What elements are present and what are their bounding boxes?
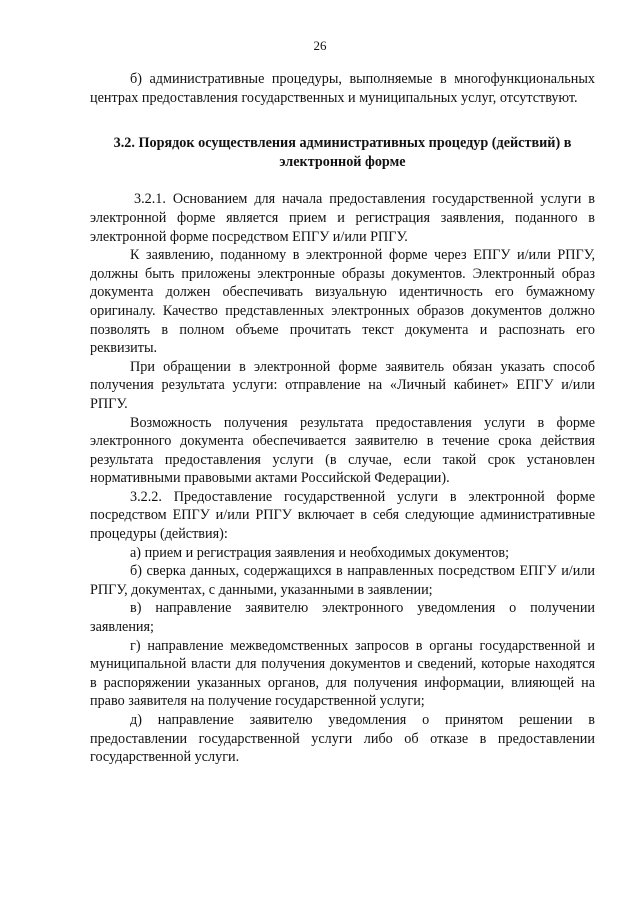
list-item-d: д) направление заявителю уведомления о принятом решении в предоставлении государственной услуги либо об отказе в предоставлении государственной услуги.	[90, 712, 595, 766]
list-item-v: в) направление заявителю электронного уведомления о получении заявления;	[90, 600, 595, 636]
section-heading: 3.2. Порядок осуществления административных процедур (действий) в электронной форме	[113, 135, 572, 170]
paragraph-result-method: При обращении в электронной форме заявитель обязан указать способ получения результата услуги: отправление на «Личный кабинет» ЕПГУ и/или РПГУ.	[90, 358, 595, 412]
document-body	[90, 70, 595, 767]
paragraph-mfc-procedures: б) административные процедуры, выполняемые в многофункциональных центрах предоставления государственных и муниципальных услуг, отсутствуют.	[90, 71, 595, 106]
paragraph-electronic-images: К заявлению, поданному в электронной форме через ЕПГУ и/или РПГУ, должны быть приложены электронные образы документов. Электронный образ документа должен обеспечивать визуальную идентичность его бумажному оригиналу. Качество представленных электронных образов документов должно позволять в полном объеме прочитать текст документа и распознать его реквизиты.	[90, 247, 595, 357]
list-item-a: а) прием и регистрация заявления и необходимых документов;	[130, 544, 510, 561]
page-number: 26	[313, 38, 327, 53]
paragraph-3-2-2: 3.2.2. Предоставление государственной услуги в электронной форме посредством ЕПГУ и/или РПГУ включает в себя следующие административные процедуры (действия):	[90, 488, 595, 543]
paragraph-result-availability: Возможность получения результата предоставления услуги в форме электронного документа обеспечивается заявителю в течение срока действия результата предоставления услуги (в случае, если такой срок установлен нормативными правовыми актами Российской Федерации).	[90, 414, 595, 487]
list-item-g: г) направление межведомственных запросов в органы государственной и муниципальной власти для получения документов и сведений, которые находятся в распоряжении указанных органов, для получения информации, влияющей на право заявителя на получение государственной услуги;	[90, 637, 595, 710]
list-item-b: б) сверка данных, содержащихся в направленных посредством ЕПГУ и/или РПГУ, документах, с данными, указанными в заявлении;	[90, 563, 595, 598]
paragraph-3-2-1: 3.2.1. Основанием для начала предоставления государственной услуги в электронной форме является прием и регистрация заявления, поданного в электронной форме посредством ЕПГУ и/или РПГУ.	[90, 191, 595, 245]
